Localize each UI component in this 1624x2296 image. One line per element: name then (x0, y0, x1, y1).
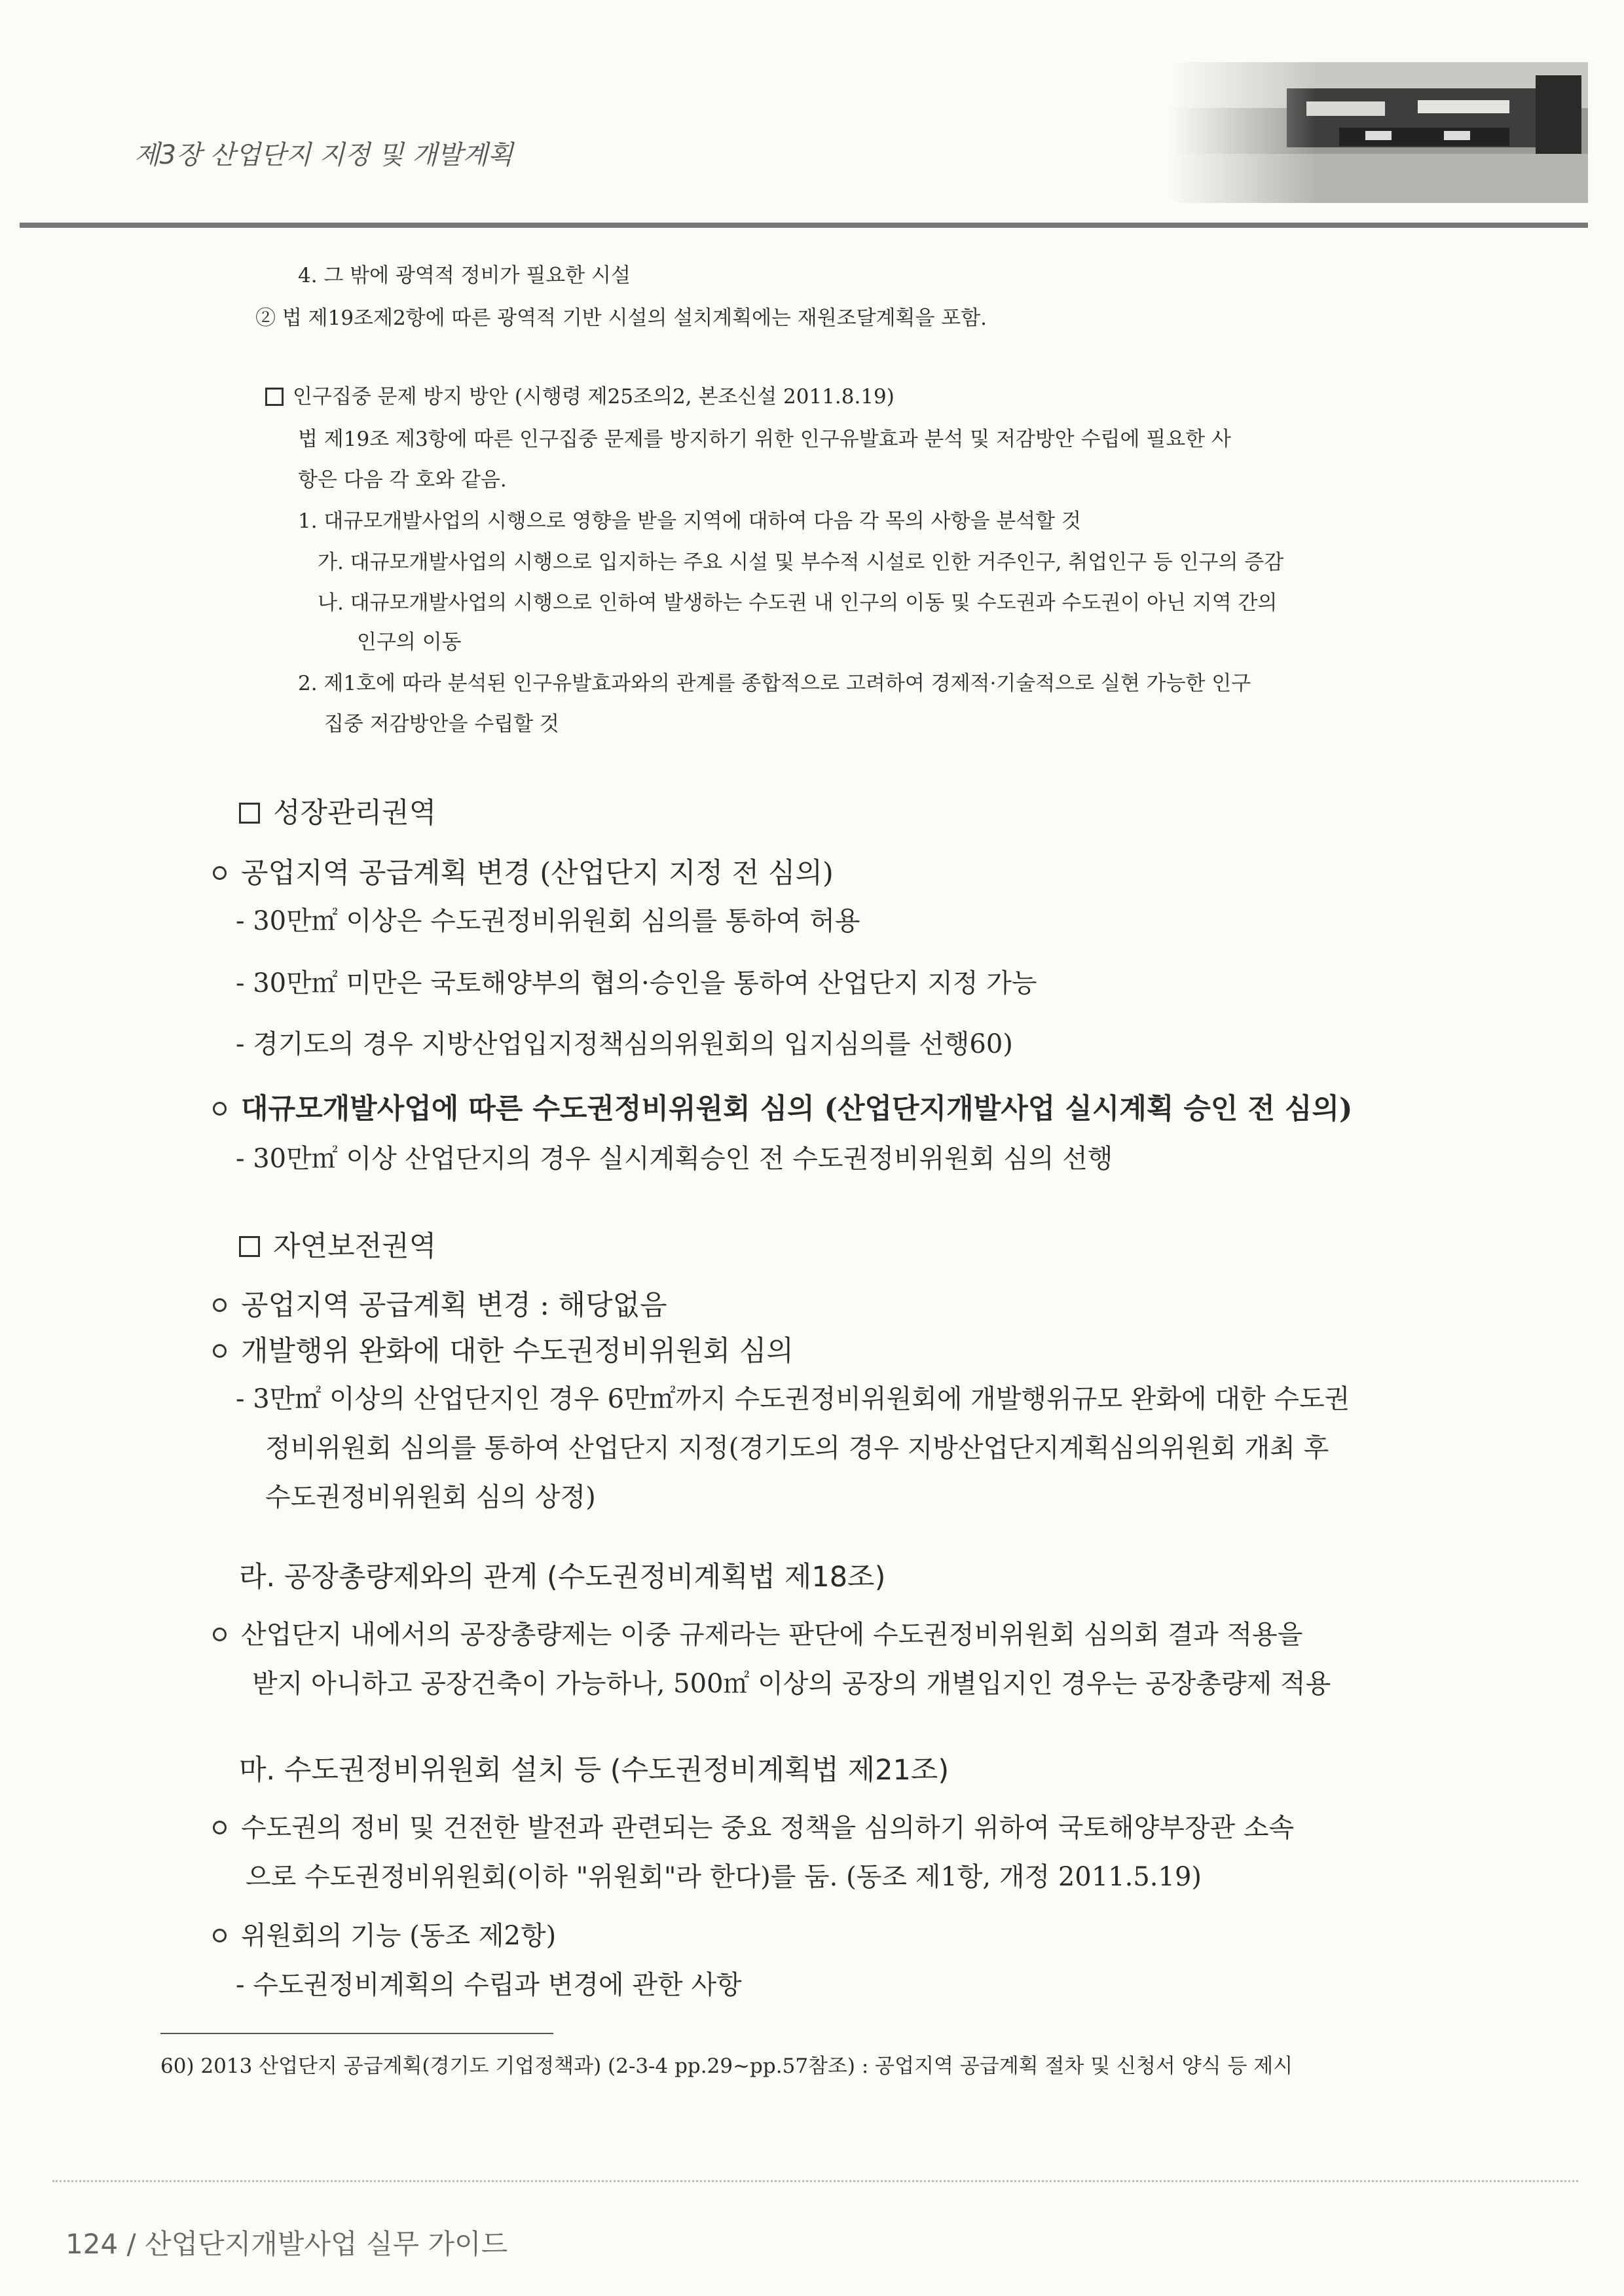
chapter-title: 제3장 산업단지 지정 및 개발계획 (134, 140, 513, 170)
paragraph-line: 받지 아니하고 공장건축이 가능하나, 500㎡ 이상의 공장의 개별입지인 경우는 공장총량제 적용 (252, 1669, 1331, 1699)
section-heading: 라. 공장총량제와의 관계 (수도권정비계획법 제18조) (239, 1561, 886, 1594)
bullet-item: 수도권의 정비 및 건전한 발전과 관련되는 중요 정책을 심의하기 위하여 국토해양부장관 소속 (213, 1807, 1294, 1844)
list-item: 2. 제1호에 따라 분석된 인구유발효과와의 관계를 종합적으로 고려하여 경제적·기술적으로 실현 가능한 인구 (298, 672, 1251, 695)
header-rule (20, 223, 1588, 228)
section-heading: 자연보전권역 (239, 1224, 436, 1264)
list-item: 가. 대규모개발사업의 시행으로 입지하는 주요 시설 및 부수적 시설로 인한 거주인구, 취업인구 등 인구의 증감 (318, 551, 1284, 574)
bullet-item: 위원회의 기능 (동조 제2항) (213, 1915, 556, 1952)
list-item: 인구의 이동 (357, 630, 462, 654)
checkbox-square-icon (239, 803, 260, 824)
circle-bullet-icon (213, 1821, 227, 1834)
footnote-rule (160, 2033, 553, 2034)
paragraph-line: 으로 수도권정비위원회(이하 "위원회"라 한다)를 둠. (동조 제1항, 개정 2011.5.19) (246, 1862, 1202, 1892)
checkbox-square-icon (239, 1236, 260, 1257)
circle-bullet-icon (213, 1344, 227, 1358)
list-item: 4. 그 밖에 광역적 정비가 필요한 시설 (298, 264, 631, 287)
subsection-heading: 인구집중 문제 방지 방안 (시행령 제25조의2, 본조신설 2011.8.19) (265, 383, 895, 410)
list-item: - 30만㎡ 이상 산업단지의 경우 실시계획승인 전 수도권정비위원회 심의 선행 (236, 1144, 1113, 1174)
circle-bullet-icon (213, 1929, 227, 1942)
list-item: - 30만㎡ 이상은 수도권정비위원회 심의를 통하여 허용 (236, 906, 860, 936)
checkbox-square-icon (265, 388, 284, 406)
paragraph-line: 항은 다음 각 호와 같음. (298, 468, 507, 492)
page-footer: 124 / 산업단지개발사업 실무 가이드 (65, 2228, 508, 2260)
circle-bullet-icon (213, 1102, 227, 1116)
footnote: 60) 2013 산업단지 공급계획(경기도 기업정책과) (2-3-4 pp.29~pp.57참조) : 공업지역 공급계획 절차 및 신청서 양식 등 제시 (160, 2054, 1293, 2078)
circle-bullet-icon (213, 1628, 227, 1641)
list-item: 1. 대규모개발사업의 시행으로 영향을 받을 지역에 대하여 다음 각 목의 사항을 분석할 것 (298, 509, 1081, 533)
bullet-item: 개발행위 완화에 대한 수도권정비위원회 심의 (213, 1329, 794, 1369)
list-item: 나. 대규모개발사업의 시행으로 인하여 발생하는 수도권 내 인구의 이동 및 수도권과 수도권이 아닌 지역 간의 (318, 591, 1278, 615)
list-item: 집중 저감방안을 수립할 것 (324, 712, 559, 736)
paragraph-line: 법 제19조 제3항에 따른 인구집중 문제를 방지하기 위한 인구유발효과 분석 및 저감방안 수립에 필요한 사 (298, 428, 1231, 451)
list-item: - 3만㎡ 이상의 산업단지인 경우 6만㎡까지 수도권정비위원회에 개발행위규모 완화에 대한 수도권 (236, 1384, 1350, 1414)
list-item: ② 법 제19조제2항에 따른 광역적 기반 시설의 설치계획에는 재원조달계획을 포함. (255, 306, 987, 330)
bullet-item: 산업단지 내에서의 공장총량제는 이중 규제라는 판단에 수도권정비위원회 심의회 결과 적용을 (213, 1614, 1302, 1651)
bullet-item: 대규모개발사업에 따른 수도권정비위원회 심의 (산업단지개발사업 실시계획 승인 전 심의) (213, 1087, 1352, 1127)
list-item: - 경기도의 경우 지방산업입지정책심의위원회의 입지심의를 선행60) (236, 1029, 1013, 1059)
header-photo (1169, 62, 1588, 203)
circle-bullet-icon (213, 1298, 227, 1312)
section-heading: 마. 수도권정비위원회 설치 등 (수도권정비계획법 제21조) (239, 1754, 950, 1787)
list-item: 수도권정비위원회 심의 상정) (265, 1482, 596, 1512)
list-item: 정비위원회 심의를 통하여 산업단지 지정(경기도의 경우 지방산업단지계획심의위원회 개최 후 (265, 1433, 1329, 1463)
list-item: - 30만㎡ 미만은 국토해양부의 협의·승인을 통하여 산업단지 지정 가능 (236, 968, 1037, 998)
footer-divider (52, 2180, 1578, 2185)
circle-bullet-icon (213, 866, 227, 880)
bullet-item: 공업지역 공급계획 변경 : 해당없음 (213, 1283, 667, 1323)
section-heading: 성장관리권역 (239, 791, 436, 831)
list-item: - 수도권정비계획의 수립과 변경에 관한 사항 (236, 1970, 742, 2000)
bullet-item: 공업지역 공급계획 변경 (산업단지 지정 전 심의) (213, 851, 834, 891)
